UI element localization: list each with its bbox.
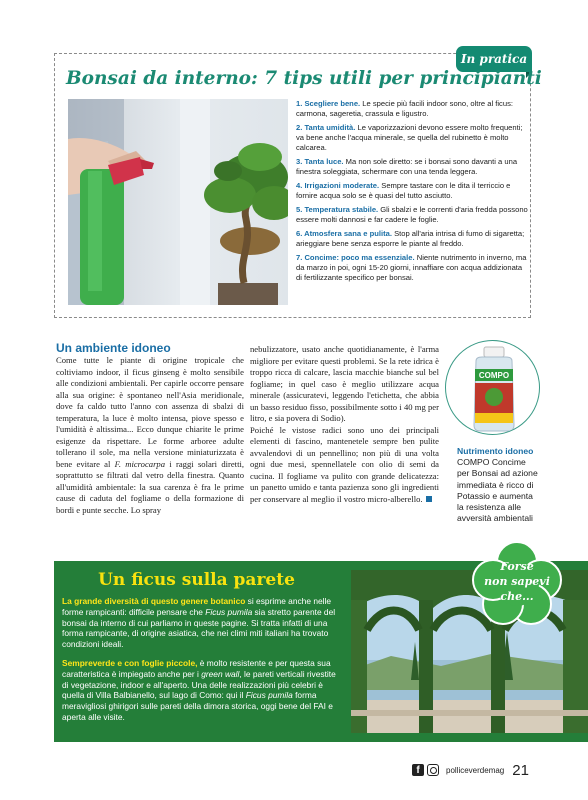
facebook-icon[interactable]: f — [412, 764, 424, 776]
social-handle: polliceverdemag — [446, 765, 505, 775]
forse-non-sapevi-badge — [471, 540, 563, 626]
product-label-text: COMPO — [478, 371, 510, 380]
tips-list — [296, 99, 528, 287]
fertilizer-bottle-icon — [446, 341, 540, 435]
badge-line-3: che... — [500, 590, 534, 603]
tip-item: 3. Tanta luce. Ma non sole diretto: se i bonsai sono davanti a una finestra soleggiata, schermare con una tenda leggera. — [296, 157, 518, 177]
tip-item: 4. Irrigazioni moderate. Sempre tastare con le dita il terriccio e fornire acqua solo se è quasi del tutto asciutto. — [296, 181, 511, 201]
product-image — [445, 340, 540, 435]
article-column-2: nebulizzatore, usato anche quotidianamente, è l'arma migliore per evitare questi problemi. Se la rete idrica è troppo ricca di calcare, lascia macchie bianche sul bel fogliame; in quel caso è meglio utilizzare acqua minerale (assicuratevi, leggendo l'etichetta, che abbia un basso residuo fisso, possibilmente sotto i 40 mg per litro, e sia povera di Sodio). Poiché le vistose radici sono uno dei principali elementi di fascino, mantenetele sempre ben pulite avvalendovi di un pennellino; non più di una volta ogni due mesi, spennellatele con olio di semi da cucina. Il fogliame va pulito con grande delicatezza: un panetto umido e tanta pazienza sono gli ingredienti per conservare al meglio il vostro micro-alberello. — [250, 344, 439, 504]
tip-item: 2. Tanta umidità. Le vaporizzazioni devono essere molto frequenti; va bene anche l'acqua minerale, se quella del rubinetto è molto calcarea. — [296, 122, 523, 153]
tips-title: Bonsai da interno: 7 tips utili per principianti — [66, 68, 542, 89]
in-pratica-tab: In pratica — [456, 46, 532, 72]
page-number: 21 — [512, 761, 529, 779]
tip-item: 5. Temperatura stabile. Gli sbalzi e le correnti d'aria fredda possono essere molti dannosi e far cadere le foglie. — [296, 205, 528, 225]
tip-item: 7. Concime: poco ma essenziale. Niente nutrimento in inverno, ma da marzo in poi, ogni 15-20 giorni, innaffiare con acqua addizionata di fertilizzante specifico per bonsai. — [296, 253, 527, 283]
page-footer — [412, 762, 529, 778]
tip-item: 1. Scegliere bene. Le specie più facili indoor sono, oltre al ficus: carmona, sageretia, crassula e ligustro. — [296, 99, 513, 119]
bonsai-spray-illustration — [68, 99, 288, 305]
article-column-1: Come tutte le piante di origine tropicale che coltiviamo indoor, il ficus ginseng è molto sensibile alle condizioni ambientali. Per capirle occorre pensare alla sua origine: è spontaneo nell'Asia meridionale, dove fa caldo tutto l'anno con assenza di sbalzi di temperatura, la luce è molto intensa, piove spesso e l'umidità è altissima... Ecco dunque chiarite le prime esigenze da rispettare. Le forme arboree adulte tollerano il sole, ma nella versione miniaturizzata è bene evitare al F. microcarpa i raggi solari diretti, soprattutto se filtrati dal vetro della finestra. Quanto all'umidità ambientale: la sua carenza è fra le prime cause di caduta del fogliame o della formazione di bordi e punte secche. Lo spray — [56, 355, 244, 515]
end-mark-icon — [426, 496, 432, 502]
tip-item: 6. Atmosfera sana e pulita. Stop all'aria intrisa di fumo di sigaretta; arieggiare bene senza esporre le piante al freddo. — [296, 229, 525, 249]
ficus-title: Un ficus sulla parete — [98, 570, 295, 590]
instagram-icon[interactable] — [427, 764, 439, 776]
section-heading: Un ambiente idoneo — [56, 341, 171, 355]
ficus-text: La grande diversità di questo genere botanico si esprime anche nelle forme rampicanti: difficile pensare che Ficus pumila sia stretto parente del bonsai da interno di cui parliamo in queste pagine. Si tratta infatti di una forma rampicante, di origine asiatica, che nei climi miti italiani ha trovato condizioni ideali. Sempreverde e con foglie piccole, è molto resistente e per questa sua caratteristica è impiegato anche per i green wall, le pareti verticali rivestite di vegetazione, indoor e all'aperto. Una delle realizzazioni più celebri è quella di Villa Balbianello, sul lago di Como: qui il Ficus pumila forma meravigliosi ghirigori sulle pareti della dimora storica, oggi bene del FAI e aperta alle visite. — [62, 596, 336, 722]
badge-line-2: non sapevi — [484, 575, 550, 588]
badge-line-1: Forse — [500, 560, 534, 573]
flower-badge-icon — [471, 540, 563, 626]
bonsai-spray-photo — [68, 99, 288, 305]
product-caption: Nutrimento idoneo COMPO Concime per Bonsai ad azione immediata è ricco di Potassio e aumenta la resistenza alle avversità ambientali — [457, 446, 538, 524]
